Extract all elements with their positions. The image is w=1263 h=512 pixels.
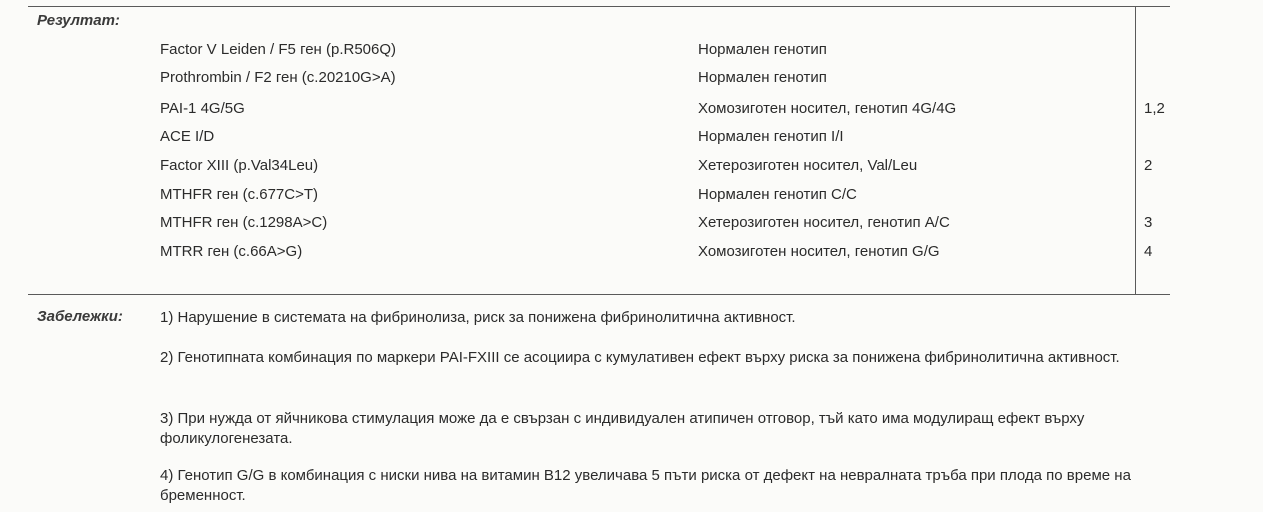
genotype-result: Хомозиготен носител, генотип G/G	[698, 243, 940, 260]
table-row	[0, 240, 1263, 264]
note-item: 2) Генотипната комбинация по маркери PAI-FXIII се асоциира с кумулативен ефект върху риска за понижена фибринолитична активност.	[160, 349, 1120, 366]
genotype-result: Нормален генотип	[698, 41, 827, 58]
genotype-result: Хетерозиготен носител, Val/Leu	[698, 157, 918, 174]
table-row	[0, 97, 1263, 121]
note-reference: 1,2	[1144, 100, 1165, 117]
genotype-result: Хетерозиготен носител, генотип A/C	[698, 214, 950, 231]
note-item: 1) Нарушение в системата на фибринолиза, риск за понижена фибринолитична активност.	[160, 309, 796, 326]
cropped-text-fragment	[205, 0, 415, 4]
marker-name: Prothrombin / F2 ген (c.20210G>A)	[160, 69, 396, 86]
marker-name: Factor V Leiden / F5 ген (p.R506Q)	[160, 41, 397, 58]
genotype-result: Нормален генотип	[698, 69, 827, 86]
marker-name: MTHFR ген (c.677C>T)	[160, 186, 319, 203]
results-bottom-rule	[28, 294, 1170, 295]
genotype-result: Нормален генотип C/C	[698, 186, 857, 203]
genotype-result: Хомозиготен носител, генотип 4G/4G	[698, 100, 957, 117]
table-row	[0, 183, 1263, 207]
notes-label: Забележки:	[37, 308, 123, 325]
note-reference: 4	[1144, 243, 1153, 260]
top-rule	[28, 6, 1170, 7]
marker-name: MTRR ген (c.66A>G)	[160, 243, 303, 260]
table-row	[0, 154, 1263, 178]
note-item: 4) Генотип G/G в комбинация с ниски нива на витамин B12 увеличава 5 пъти риска от дефект на невралната тръба при плода по време на бременност.	[160, 467, 1131, 504]
marker-name: Factor XIII (p.Val34Leu)	[160, 157, 319, 174]
marker-name: MTHFR ген (c.1298A>C)	[160, 214, 328, 231]
note-reference: 3	[1144, 214, 1153, 231]
table-row	[0, 211, 1263, 235]
table-row	[0, 125, 1263, 149]
table-row	[0, 38, 1263, 62]
table-row	[0, 66, 1263, 90]
note-reference: 2	[1144, 157, 1153, 174]
genotype-result: Нормален генотип I/I	[698, 128, 844, 145]
marker-name: ACE I/D	[160, 128, 215, 145]
note-item: 3) При нужда от яйчникова стимулация може да е свързан с индивидуален атипичен отговор, тъй като има модулиращ ефект върху фоликулогенезата.	[160, 410, 1085, 447]
marker-name: PAI-1 4G/5G	[160, 100, 245, 117]
results-label: Резултат:	[37, 12, 120, 29]
